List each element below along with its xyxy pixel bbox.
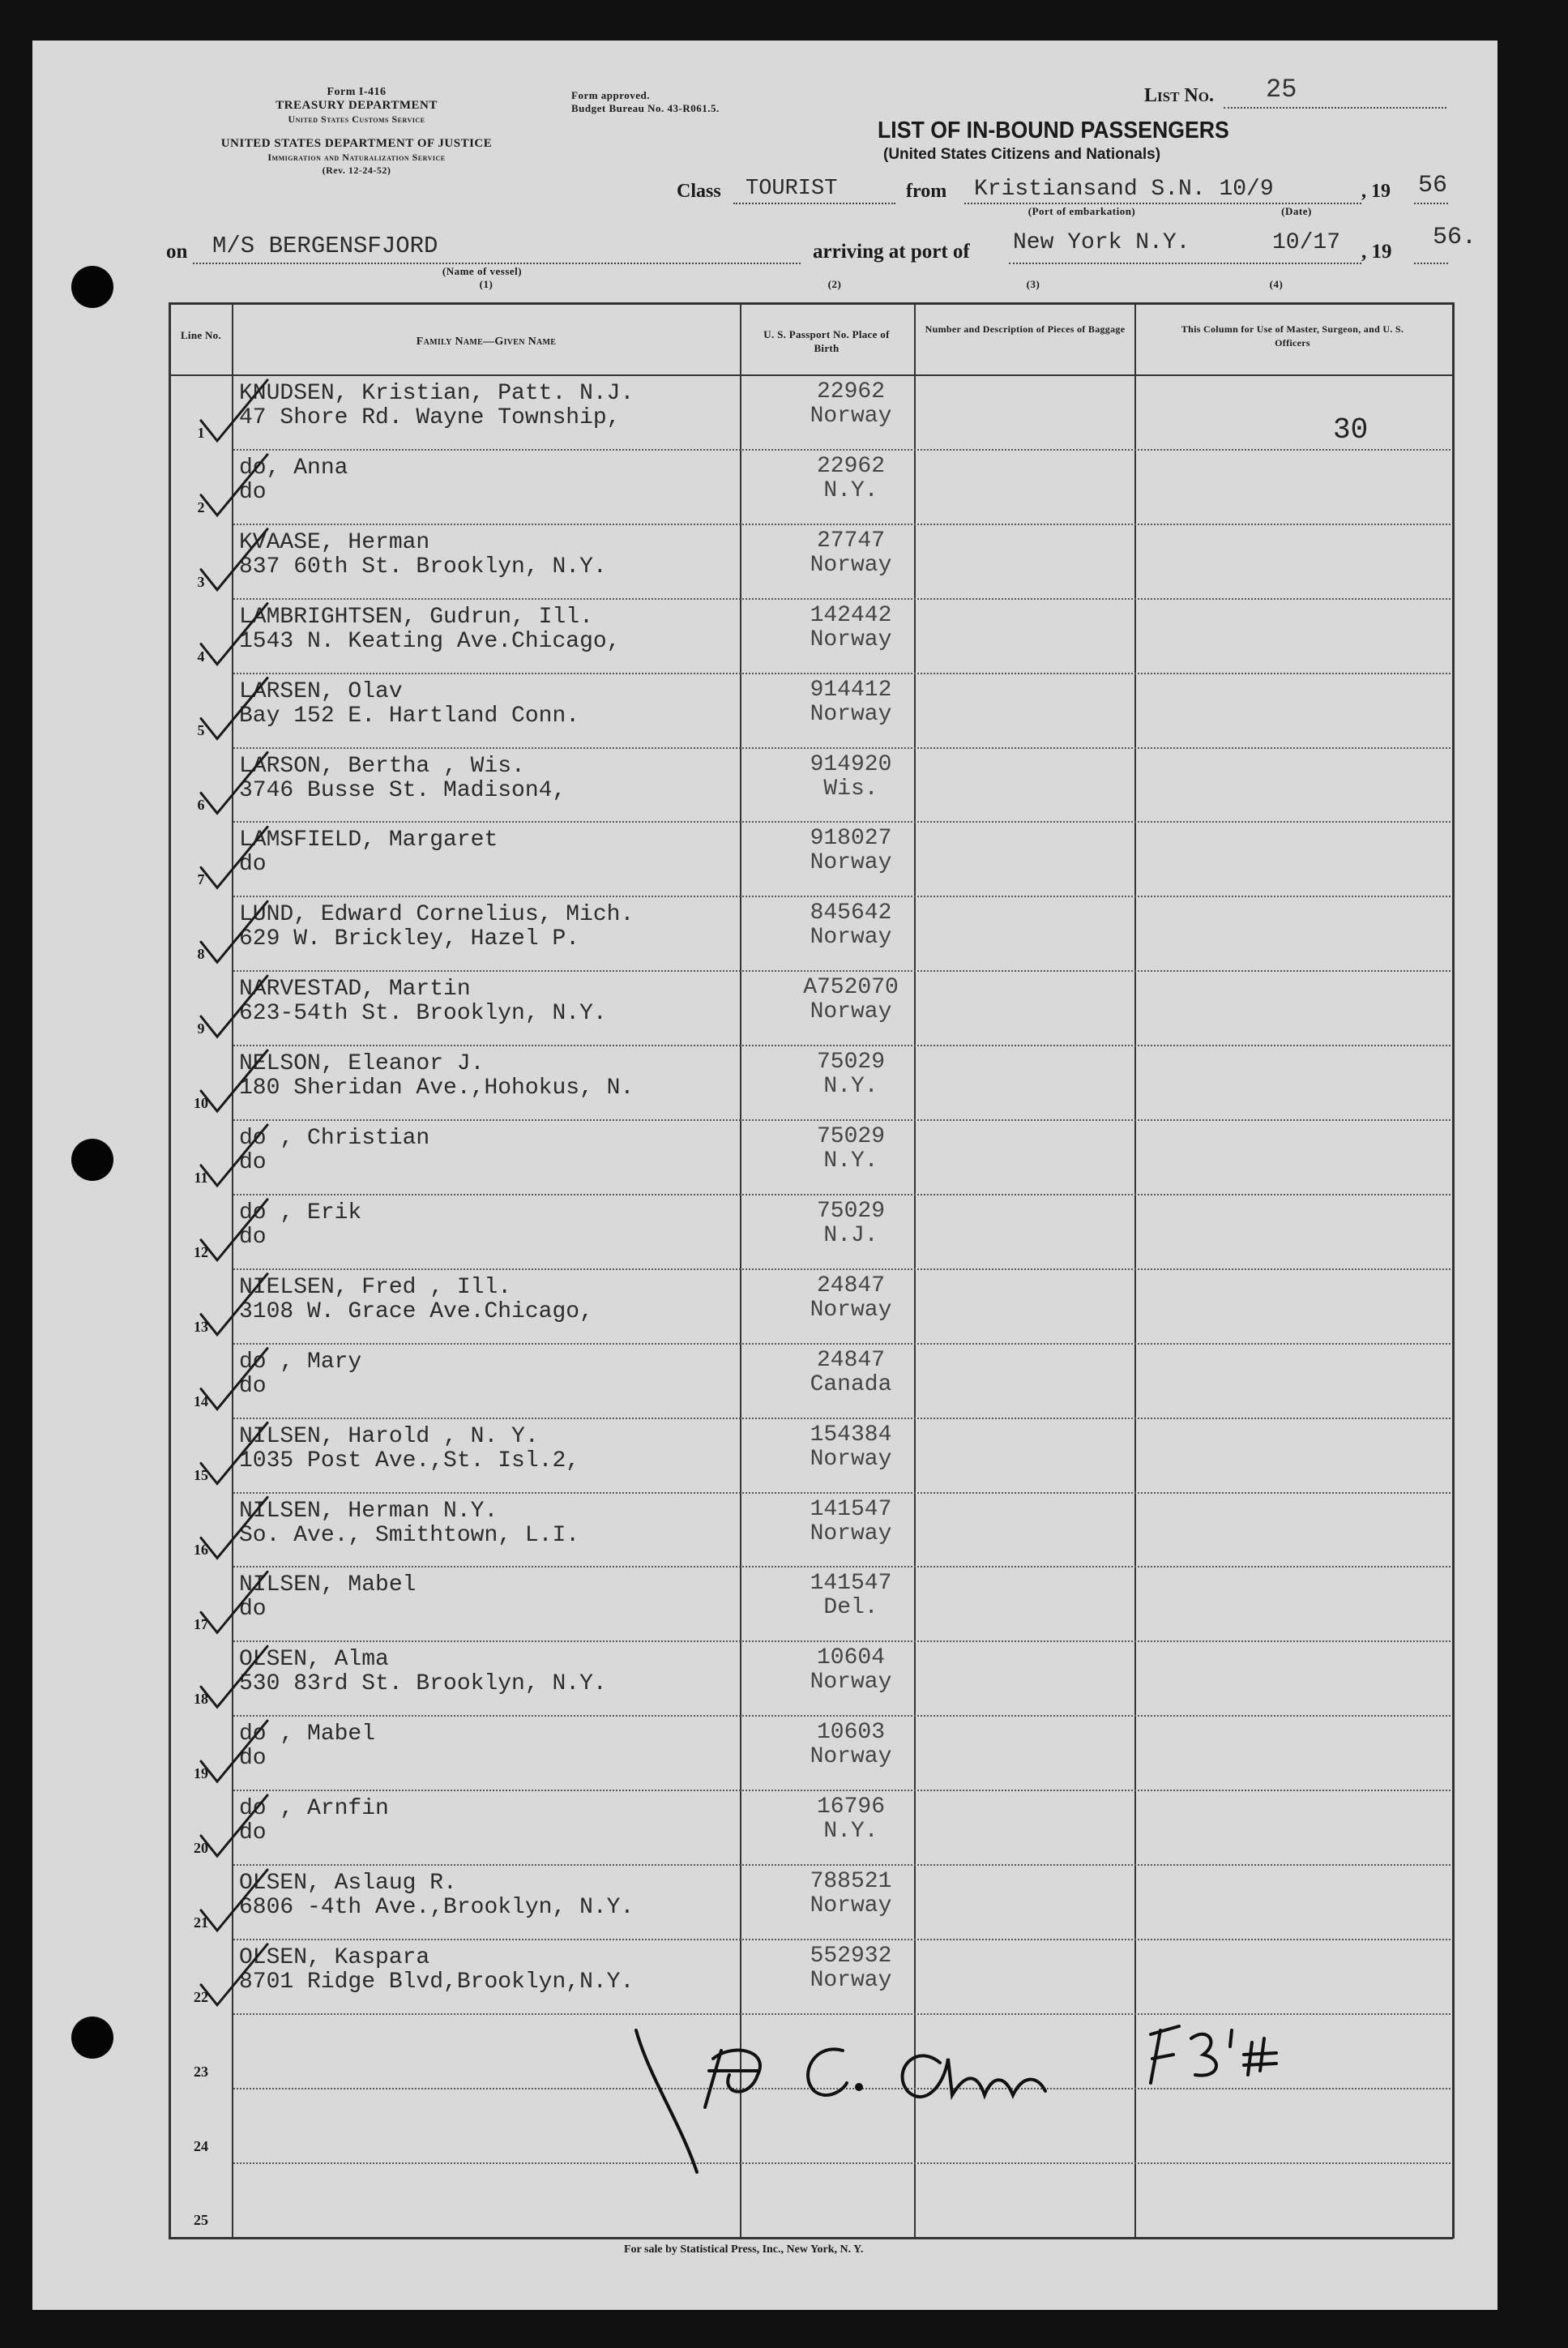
check-mark	[201, 1795, 267, 1856]
passenger-name: NILSEN, Herman N.Y.	[239, 1498, 498, 1524]
row-line-number: 11	[194, 1169, 208, 1186]
passenger-address: 629 W. Brickley, Hazel P.	[239, 926, 580, 952]
passenger-name: do, Anna	[239, 455, 348, 481]
passenger-name: LARSEN, Olav	[239, 678, 403, 704]
place-of-birth: Norway	[810, 1893, 892, 1918]
row-line-number: 23	[194, 2063, 208, 2080]
passenger-address: do	[239, 852, 267, 878]
passenger-name: LAMBRIGHTSEN, Gudrun, Ill.	[239, 604, 593, 630]
header-passport: U. S. Passport No. Place of Birth	[763, 328, 890, 354]
officer-note: 30	[1333, 413, 1369, 447]
check-mark	[201, 976, 267, 1037]
passenger-address: do	[239, 1597, 267, 1623]
header-baggage: Number and Description of Pieces of Baggage	[925, 323, 1126, 335]
footer-note: For sale by Statistical Press, Inc., New York, N. Y.	[624, 2243, 864, 2256]
passport-number: A752070	[803, 975, 899, 1001]
passport-number: 10604	[816, 1645, 885, 1671]
revision: (Rev. 12-24-52)	[322, 165, 391, 176]
arriving-label: arriving at port of	[813, 241, 970, 263]
form-subtitle: (United States Citizens and Nationals)	[883, 146, 1161, 163]
passenger-name: KNUDSEN, Kristian, Patt. N.J.	[239, 381, 634, 406]
place-of-birth: Norway	[810, 404, 892, 429]
place-of-birth: Norway	[810, 925, 892, 951]
passenger-name: KVAASE, Herman	[239, 529, 430, 555]
place-of-birth: Norway	[810, 1744, 892, 1770]
passport-number: 918027	[810, 826, 892, 852]
passport-number: 16796	[816, 1794, 885, 1820]
header-line-no: Line No.	[180, 329, 222, 341]
passport-number: 552932	[810, 1943, 892, 1969]
passport-number: 141547	[810, 1496, 892, 1522]
passport-number: 154384	[810, 1422, 892, 1448]
form-approved: Form approved.	[571, 89, 651, 101]
passport-number: 75029	[816, 1124, 885, 1149]
passenger-address: do	[239, 479, 267, 505]
passenger-address: 47 Shore Rd. Wayne Township,	[239, 405, 621, 430]
passenger-address: do	[239, 1746, 267, 1772]
justice-dept: UNITED STATES DEPARTMENT OF JUSTICE	[220, 137, 493, 150]
place-of-birth: Norway	[810, 1446, 892, 1472]
passenger-address: Bay 152 E. Hartland Conn.	[239, 703, 580, 729]
header-officers: This Column for Use of Master, Surgeon, and U. S. Officers	[1181, 323, 1404, 349]
passport-number: 75029	[816, 1050, 885, 1076]
date-caption: (Date)	[1281, 205, 1312, 217]
place-of-birth: Norway	[810, 850, 892, 876]
passenger-address: do	[239, 1224, 267, 1250]
passport-number: 24847	[816, 1347, 885, 1373]
passenger-address: 6806 -4th Ave.,Brooklyn, N.Y.	[239, 1895, 634, 1920]
row-line-number: 17	[194, 1616, 208, 1633]
place-of-birth: Norway	[810, 1670, 892, 1696]
year-value-2: 56.	[1433, 224, 1477, 251]
passenger-name: NIELSEN, Fred , Ill.	[239, 1274, 512, 1300]
passport-number: 914412	[810, 677, 892, 703]
passenger-address: do	[239, 1373, 267, 1399]
place-of-birth: Del.	[823, 1595, 878, 1621]
check-mark	[201, 1944, 267, 2005]
passport-number: 10603	[816, 1720, 885, 1746]
passenger-address: 837 60th St. Brooklyn, N.Y.	[239, 554, 607, 580]
place-of-birth: Norway	[810, 1297, 892, 1323]
check-mark	[201, 1423, 267, 1484]
row-line-number: 15	[194, 1467, 208, 1484]
passport-number: 142442	[810, 602, 892, 628]
passenger-name: LUND, Edward Cornelius, Mich.	[239, 902, 634, 928]
row-line-number: 21	[194, 1914, 208, 1931]
place-of-birth: N.Y.	[823, 1074, 878, 1100]
list-no-value: 25	[1266, 75, 1297, 105]
row-line-number: 1	[197, 424, 205, 441]
check-mark	[201, 752, 267, 813]
from-value: Kristiansand S.N. 10/9	[974, 177, 1274, 202]
passenger-name: do , Arnfin	[239, 1796, 389, 1822]
header-name: Family Name—Given Name	[416, 336, 557, 348]
place-of-birth: Wis.	[823, 776, 878, 802]
check-mark	[201, 1572, 267, 1632]
col-num-2: (2)	[827, 278, 842, 290]
check-mark	[201, 529, 267, 590]
passenger-name: LAMSFIELD, Margaret	[239, 828, 498, 853]
class-label: Class	[677, 181, 721, 202]
row-line-number: 19	[194, 1765, 208, 1782]
passenger-name: do , Mary	[239, 1349, 362, 1375]
place-of-birth: N.Y.	[823, 1819, 878, 1845]
check-mark	[201, 1125, 267, 1186]
row-line-number: 2	[197, 498, 205, 515]
customs-service: United States Customs Service	[288, 113, 425, 125]
passport-number: 914920	[810, 751, 892, 777]
passenger-address: 1035 Post Ave.,St. Isl.2,	[239, 1448, 580, 1473]
passenger-address: 180 Sheridan Ave.,Hohokus, N.	[239, 1076, 634, 1101]
row-line-number: 10	[194, 1094, 208, 1111]
passenger-name: NELSON, Eleanor J.	[239, 1051, 485, 1077]
place-of-birth: Norway	[810, 999, 892, 1025]
passenger-name: do , Erik	[239, 1200, 362, 1225]
treasury-dept: TREASURY DEPARTMENT	[276, 99, 438, 112]
check-mark	[201, 678, 267, 739]
port-embark-caption: (Port of embarkation)	[1028, 205, 1136, 217]
col-num-1: (1)	[479, 278, 493, 290]
list-no-label: List No.	[1144, 85, 1214, 106]
place-of-birth: Norway	[810, 627, 892, 652]
passenger-address: 623-54th St. Brooklyn, N.Y.	[239, 1001, 607, 1027]
check-mark	[201, 1497, 267, 1558]
passport-number: 24847	[816, 1272, 885, 1298]
passenger-name: LARSON, Bertha , Wis.	[239, 753, 525, 779]
passenger-name: NILSEN, Mabel	[239, 1572, 417, 1598]
arrival-date-value: 10/17	[1272, 230, 1341, 255]
place-of-birth: N.Y.	[823, 1148, 878, 1174]
check-mark	[201, 604, 267, 665]
check-mark	[201, 1274, 267, 1335]
vessel-value: M/S BERGENSFJORD	[212, 233, 438, 259]
signature	[636, 2030, 1045, 2172]
check-mark	[201, 1870, 267, 1931]
check-mark	[201, 1200, 267, 1260]
form-title: LIST OF IN-BOUND PASSENGERS	[878, 118, 1229, 143]
budget-bureau: Budget Bureau No. 43-R061.5.	[571, 102, 720, 114]
row-line-number: 4	[197, 648, 205, 665]
year-label-1: , 19	[1361, 181, 1391, 202]
passport-number: 75029	[816, 1198, 885, 1224]
class-value: TOURIST	[746, 177, 838, 201]
on-label: on	[166, 241, 188, 263]
vessel-caption: (Name of vessel)	[442, 265, 523, 277]
check-mark	[201, 827, 267, 887]
form-number: Form I-416	[327, 86, 387, 98]
check-mark	[201, 1721, 267, 1781]
place-of-birth: N.J.	[823, 1222, 878, 1248]
from-label: from	[906, 181, 947, 202]
row-line-number: 3	[197, 573, 205, 590]
check-mark	[201, 380, 267, 441]
row-line-number: 8	[197, 946, 205, 963]
passenger-address: 530 83rd St. Brooklyn, N.Y.	[239, 1671, 607, 1697]
row-line-number: 5	[197, 722, 205, 739]
place-of-birth: Norway	[810, 701, 892, 727]
row-line-number: 16	[194, 1542, 208, 1559]
passport-number: 27747	[816, 528, 885, 554]
passenger-name: NILSEN, Harold , N. Y.	[239, 1423, 539, 1449]
passenger-address: 8701 Ridge Blvd,Brooklyn,N.Y.	[239, 1969, 634, 1995]
place-of-birth: Norway	[810, 1520, 892, 1546]
place-of-birth: Norway	[810, 552, 892, 578]
passenger-address: So. Ave., Smithtown, L.I.	[239, 1522, 580, 1548]
check-mark	[201, 1050, 267, 1111]
passenger-address: do	[239, 1820, 267, 1846]
passport-number: 22962	[816, 379, 885, 404]
row-line-number: 7	[197, 871, 205, 888]
row-line-number: 13	[194, 1318, 208, 1335]
passenger-name: OLSEN, Alma	[239, 1647, 389, 1673]
port-value: New York N.Y.	[1013, 230, 1190, 255]
passport-number: 845642	[810, 900, 892, 926]
check-mark	[201, 455, 267, 515]
passenger-name: NARVESTAD, Martin	[239, 977, 471, 1003]
row-line-number: 12	[194, 1243, 208, 1260]
passenger-name: OLSEN, Aslaug R.	[239, 1871, 457, 1896]
passenger-name: do , Christian	[239, 1126, 430, 1151]
row-line-number: 24	[194, 2137, 208, 2154]
passenger-address: 1543 N. Keating Ave.Chicago,	[239, 628, 621, 654]
check-mark	[201, 901, 267, 962]
row-line-number: 22	[194, 1988, 208, 2005]
check-mark	[201, 1349, 267, 1409]
passenger-name: OLSEN, Kaspara	[239, 1944, 430, 1970]
check-mark	[201, 1646, 267, 1707]
passport-number: 22962	[816, 453, 885, 479]
row-line-number: 18	[194, 1691, 208, 1708]
year-label-2: , 19	[1361, 241, 1392, 263]
initials-mark	[1151, 2026, 1276, 2083]
row-line-number: 9	[197, 1020, 205, 1037]
year-value-1: 56	[1418, 172, 1448, 199]
passport-number: 788521	[810, 1869, 892, 1894]
row-line-number: 6	[197, 797, 205, 814]
passport-number: 141547	[810, 1571, 892, 1597]
row-line-number: 20	[194, 1839, 208, 1856]
row-line-number: 14	[194, 1392, 208, 1409]
passenger-address: do	[239, 1150, 267, 1175]
passenger-address: 3746 Busse St. Madison4,	[239, 777, 566, 803]
col-num-4: (4)	[1269, 278, 1284, 290]
ins-service: Immigration and Naturalization Service	[267, 152, 446, 163]
passenger-name: do , Mabel	[239, 1721, 376, 1747]
place-of-birth: Norway	[810, 1967, 892, 1993]
place-of-birth: Canada	[810, 1371, 892, 1397]
passenger-address: 3108 W. Grace Ave.Chicago,	[239, 1298, 593, 1324]
place-of-birth: N.Y.	[823, 477, 878, 503]
row-line-number: 25	[194, 2212, 208, 2229]
col-num-3: (3)	[1026, 278, 1040, 290]
